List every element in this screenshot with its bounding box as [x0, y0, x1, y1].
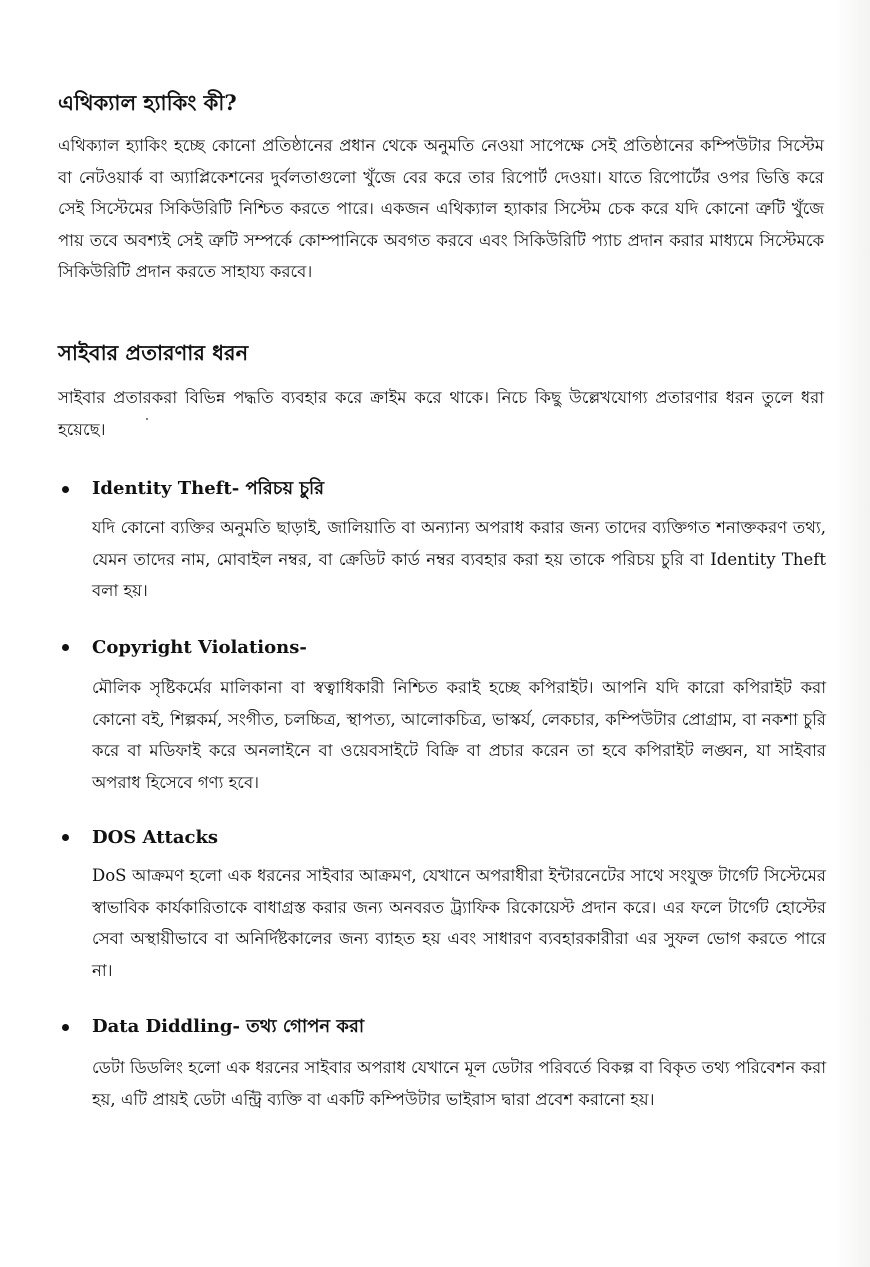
fraud-item-label: DOS Attacks	[92, 826, 219, 848]
fraud-item-dos-attacks	[62, 822, 822, 852]
cyber-fraud-heading: সাইবার প্রতারণার ধরন	[58, 340, 249, 365]
ethical-hacking-paragraph: এথিক্যাল হ্যাকিং হচ্ছে কোনো প্রতিষ্ঠানের প্রধান থেকে অনুমতি নেওয়া সাপেক্ষে সেই প্রতিষ্ঠানের কম্পিউটার সিস্টেম বা নেটওয়ার্ক বা অ্যাপ্লিকেশনের দুর্বলতাগুলো খুঁজে বের করে তার রিপোর্ট দেওয়া। যাতে রিপোর্টের ওপর ভিত্তি করে সেই সিস্টেমের সিকিউরিটি নিশ্চিত করতে পারে। একজন এথিক্যাল হ্যাকার সিস্টেম চেক করে যদি কোনো ত্রুটি খুঁজে পায় তবে অবশ্যই সেই ত্রুটি সম্পর্কে কোম্পানিকে অবগত করবে এবং সিকিউরিটি প্যাচ প্রদান করার মাধ্যমে সিস্টেমকে সিকিউরিটি প্রদান করতে সাহায্য করবে।	[58, 136, 824, 281]
cyber-fraud-intro: সাইবার প্রতারকরা বিভিন্ন পদ্ধতি ব্যবহার করে ক্রাইম করে থাকে। নিচে কিছু উল্লেখযোগ্য প্রতারণার ধরন তুলে ধরা হয়েছে।	[58, 388, 824, 439]
fraud-item-description: মৌলিক সৃষ্টিকর্মের মালিকানা বা স্বত্বাধিকারী নিশ্চিত করাই হচ্ছে কপিরাইট। আপনি যদি কারো কপিরাইট করা কোনো বই, শিল্পকর্ম, সংগীত, চলচ্চিত্র, স্থাপত্য, আলোকচিত্র, ভাস্কর্য, লেকচার, কম্পিউটার প্রোগ্রাম, বা নকশা চুরি করে বা মডিফাই করে অনলাইনে বা ওয়েবসাইটে বিক্রি বা প্রচার করেন তা হবে কপিরাইট লঙ্ঘন, যা সাইবার অপরাধ হিসেবে গণ্য হবে।	[92, 678, 826, 792]
fraud-item-copyright	[62, 632, 822, 662]
fraud-item-label: Data Diddling- তথ্য গোপন করা	[92, 1015, 365, 1037]
ethical-hacking-heading: এথিক্যাল হ্যাকিং কী?	[58, 90, 237, 115]
bullet-icon	[62, 834, 69, 841]
print-speck	[146, 418, 148, 420]
fraud-item-description: ডেটা ডিডলিং হলো এক ধরনের সাইবার অপরাধ যেখানে মূল ডেটার পরিবর্তে বিকল্প বা বিকৃত তথ্য পরিবেশন করা হয়, এটি প্রায়ই ডেটা এন্ট্রি ব্যক্তি বা একটি কম্পিউটার ভাইরাস দ্বারা প্রবেশ করানো হয়।	[92, 1058, 826, 1109]
fraud-item-description: যদি কোনো ব্যক্তির অনুমতি ছাড়াই, জালিয়াতি বা অন্যান্য অপরাধ করার জন্য তাদের ব্যক্তিগত শনাক্তকরণ তথ্য, যেমন তাদের নাম, মোবাইল নম্বর, বা ক্রেডিট কার্ড নম্বর ব্যবহার করা হয় তাকে পরিচয় চুরি বা Identity Theft বলা হয়।	[92, 518, 826, 600]
fraud-item-label: Identity Theft- পরিচয় চুরি	[92, 477, 325, 499]
bullet-icon	[62, 644, 69, 651]
bullet-icon	[62, 1024, 69, 1031]
fraud-item-label: Copyright Violations-	[92, 636, 307, 658]
fraud-item-identity-theft	[62, 474, 822, 504]
bullet-icon	[62, 486, 69, 493]
fraud-item-data-diddling	[62, 1012, 822, 1042]
fraud-item-description: DoS আক্রমণ হলো এক ধরনের সাইবার আক্রমণ, যেখানে অপরাধীরা ইন্টারনেটের সাথে সংযুক্ত টার্গেট সিস্টেমের স্বাভাবিক কার্যকারিতাকে বাধাগ্রস্ত করার জন্য অনবরত ট্র্যাফিক রিকোয়েস্ট প্রদান করে। এর ফলে টার্গেট হোস্টের সেবা অস্থায়ীভাবে বা অনির্দিষ্টকালের জন্য ব্যাহত হয় এবং সাধারণ ব্যবহারকারীরা এর সুফল ভোগ করতে পারে না।	[92, 866, 826, 980]
